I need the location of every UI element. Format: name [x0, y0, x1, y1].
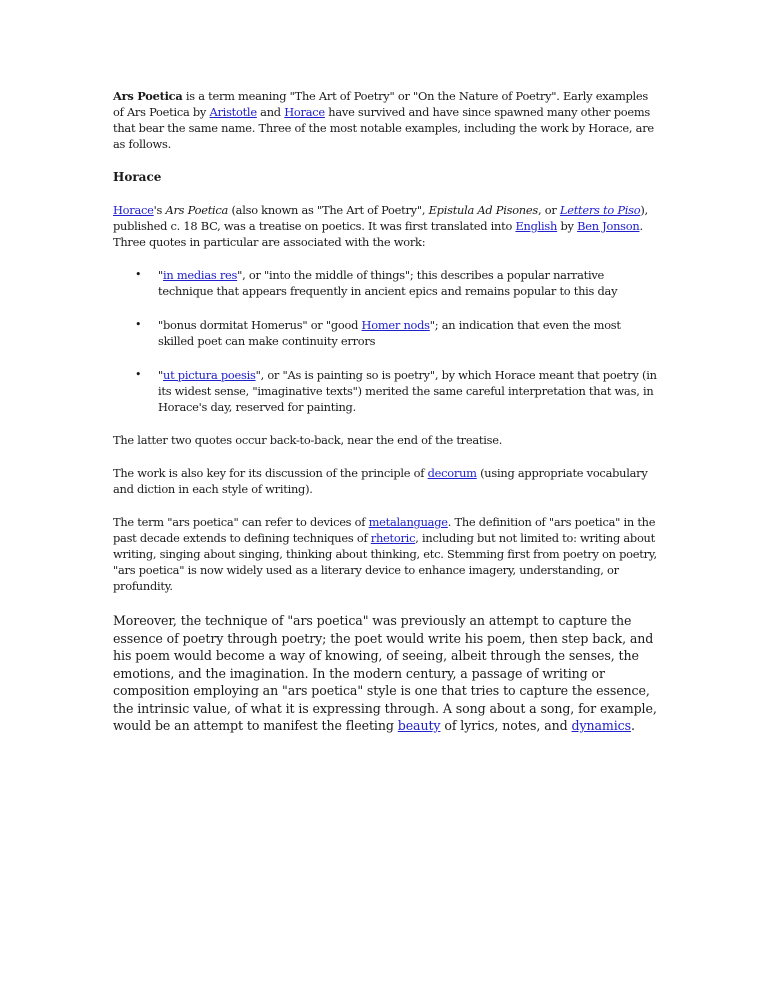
quotes-list	[113, 267, 658, 415]
bullet-icon: •	[135, 268, 142, 281]
link-homer-nods[interactable]: Homer nods	[361, 318, 430, 332]
link-horace-2[interactable]: Horace	[113, 203, 154, 217]
link-in-medias-res[interactable]: in medias res	[163, 268, 238, 282]
section-heading-horace: Horace	[113, 170, 162, 184]
link-dynamics[interactable]: dynamics	[571, 718, 631, 733]
link-rhetoric[interactable]: rhetoric	[370, 531, 416, 545]
link-aristotle[interactable]: Aristotle	[209, 105, 257, 119]
list-item: • "ut pictura poesis", or "As is painting so is poetry", by which Horace meant that poetry (in its widest sense, "imaginative texts") merited the same careful interpretation that was, in Horace's day, reserved for painting.	[135, 368, 657, 414]
link-decorum[interactable]: decorum	[427, 466, 477, 480]
link-horace[interactable]: Horace	[284, 105, 325, 119]
link-letters-to-piso[interactable]: Letters to Piso	[559, 203, 641, 217]
horace-paragraph: Horace's Ars Poetica (also known as "The Art of Poetry", Epistula Ad Pisones, or Letters to Piso), published c. 18 BC, was a treatise on poetics. It was first translated into English by Ben Jonson. Three quotes in particular are associated with the work:	[113, 203, 648, 249]
link-english[interactable]: English	[515, 219, 558, 233]
link-beauty[interactable]: beauty	[397, 718, 441, 733]
decorum-paragraph: The work is also key for its discussion of the principle of decorum (using appropriate vocabulary and diction in each style of writing).	[113, 466, 648, 496]
document-page	[113, 88, 658, 735]
link-ben-jonson[interactable]: Ben Jonson	[577, 219, 640, 233]
intro-paragraph: Ars Poetica is a term meaning "The Art of Poetry" or "On the Nature of Poetry". Early examples of Ars Poetica by Aristotle and Horace have survived and have since spawned many other poems that bear the same name. Three of the most notable examples, including the work by Horace, are as follows.	[113, 89, 654, 151]
latter-paragraph: The latter two quotes occur back-to-back, near the end of the treatise.	[113, 433, 503, 447]
moreover-paragraph: Moreover, the technique of "ars poetica" was previously an attempt to capture the essence of poetry through poetry; the poet would write his poem, then step back, and his poem would become a way of knowing, of seeing, albeit through the senses, the emotions, and the imagination. In the modern century, a passage of writing or composition employing an "ars poetica" style is one that tries to capture the essence, the intrinsic value, of what it is expressing through. A song about a song, for example, would be an attempt to manifest the fleeting beauty of lyrics, notes, and dynamics.	[113, 613, 657, 733]
term-ars-poetica: Ars Poetica	[113, 89, 183, 103]
bullet-icon: •	[135, 368, 142, 381]
list-item: • "in medias res", or "into the middle of things"; this describes a popular narrative technique that appears frequently in ancient epics and remains popular to this day	[135, 268, 618, 298]
bullet-icon: •	[135, 318, 142, 331]
link-metalanguage[interactable]: metalanguage	[368, 515, 448, 529]
list-item: • "bonus dormitat Homerus" or "good Homer nods"; an indication that even the most skilled poet can make continuity errors	[135, 318, 621, 348]
title-epistula: Epistula Ad Pisones	[428, 203, 538, 217]
title-ars-poetica: Ars Poetica	[165, 203, 229, 217]
link-ut-pictura-poesis[interactable]: ut pictura poesis	[163, 368, 256, 382]
term-paragraph: The term "ars poetica" can refer to devices of metalanguage. The definition of "ars poetica" in the past decade extends to defining techniques of rhetoric, including but not limited to: writing about writing, singing about singing, thinking about thinking, etc. Stemming first from poetry on poetry, "ars poetica" is now widely used as a literary device to enhance imagery, understanding, or profundity.	[113, 515, 657, 593]
